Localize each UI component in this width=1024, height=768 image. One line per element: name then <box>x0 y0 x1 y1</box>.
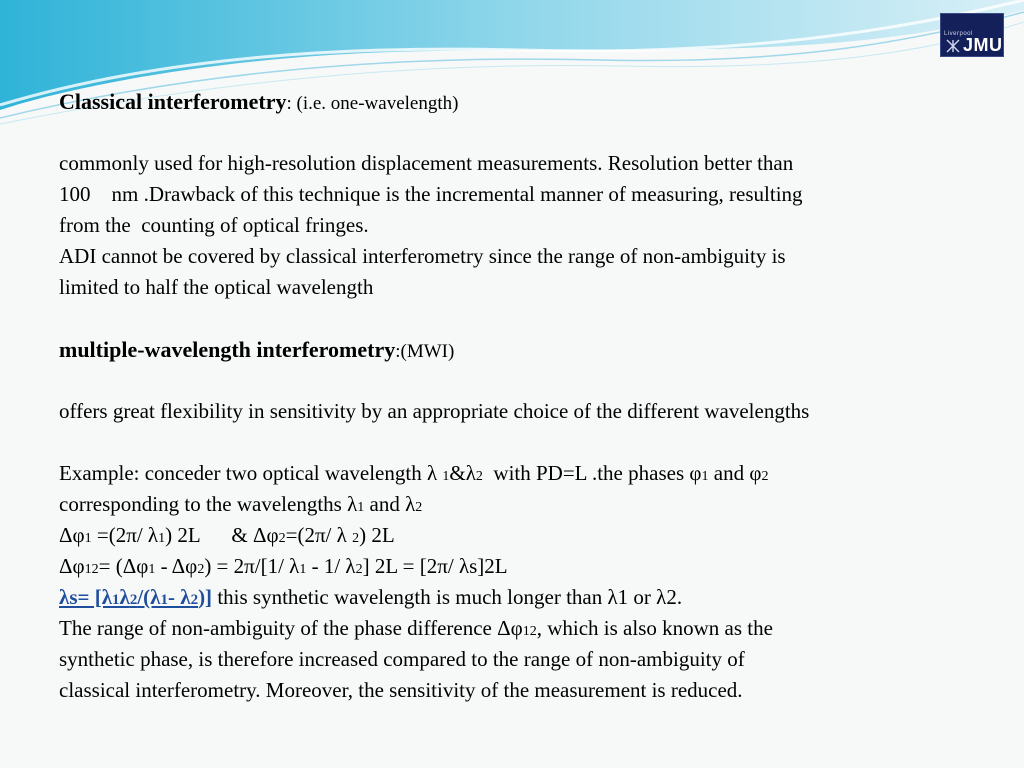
body-line: classical interferometry. Moreover, the sensitivity of the measurement is reduced. <box>59 678 743 702</box>
equation-phase: Δφ1 =(2π/ λ1) 2L & Δφ2=(2π/ λ 2) 2L <box>59 523 395 547</box>
heading-classical: Classical interferometry: (i.e. one-wavelength) <box>59 89 459 114</box>
logo-crest-icon <box>946 39 960 53</box>
body-line: commonly used for high-resolution displacement measurements. Resolution better than <box>59 151 794 175</box>
logo-small-text: Liverpool <box>944 31 973 37</box>
synthetic-wavelength-formula: λs= [λ1λ2/(λ1- λ2)] <box>59 585 213 609</box>
heading-mwi: multiple-wavelength interferometry:(MWI) <box>59 337 455 362</box>
body-line: from the counting of optical fringes. <box>59 213 369 237</box>
slide-content <box>59 86 989 706</box>
body-line: The range of non-ambiguity of the phase difference Δφ12, which is also known as the <box>59 616 773 640</box>
body-line: 100 nm .Drawback of this technique is the incremental manner of measuring, resulting <box>59 182 803 206</box>
example-line-2: corresponding to the wavelengths λ1 and λ2 <box>59 492 423 516</box>
body-line: limited to half the optical wavelength <box>59 275 374 299</box>
university-logo <box>940 13 1004 57</box>
synthetic-wavelength-line: λs= [λ1λ2/(λ1- λ2)] this synthetic wavelength is much longer than λ1 or λ2. <box>59 585 683 609</box>
body-line: offers great flexibility in sensitivity by an appropriate choice of the different wavelengths <box>59 399 810 423</box>
example-line-1: Example: conceder two optical wavelength λ 1&λ2 with PD=L .the phases φ1 and φ2 <box>59 461 769 485</box>
body-line: synthetic phase, is therefore increased compared to the range of non-ambiguity of <box>59 647 745 671</box>
logo-big-text: JMU <box>963 35 1003 55</box>
body-line: ADI cannot be covered by classical interferometry since the range of non-ambiguity is <box>59 244 786 268</box>
equation-phase-difference: Δφ12= (Δφ1 - Δφ2) = 2π/[1/ λ1 - 1/ λ2] 2L = [2π/ λs]2L <box>59 554 508 578</box>
